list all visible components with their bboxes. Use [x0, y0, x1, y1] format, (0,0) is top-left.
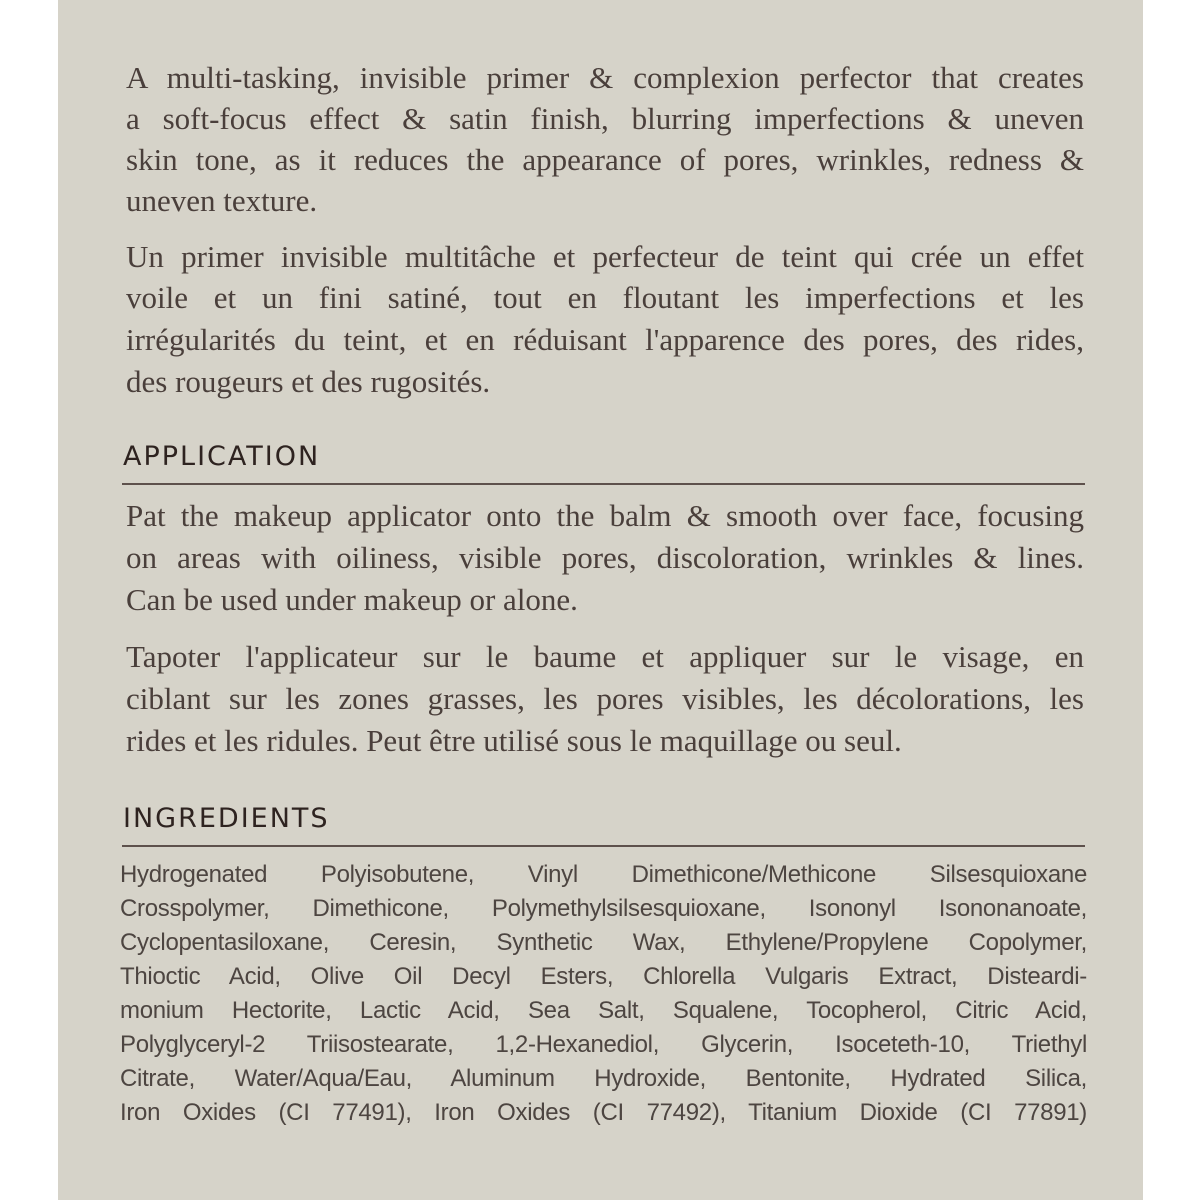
text-line: ciblant sur les zones grasses, les pores visibles, les décolorations, les — [126, 681, 1084, 716]
ingredients-heading: INGREDIENTS — [123, 803, 330, 834]
text-line: Tapoter l'applicateur sur le baume et appliquer sur le visage, en — [126, 639, 1084, 674]
ingredients-line: Polyglyceryl-2 Triisostearate, 1,2-Hexanediol, Glycerin, Isoceteth-10, Triethyl — [120, 1031, 1087, 1058]
text-line: on areas with oiliness, visible pores, discoloration, wrinkles & lines. — [126, 540, 1084, 575]
ingredients-line: Crosspolymer, Dimethicone, Polymethylsilsesquioxane, Isononyl Isononanoate, — [120, 895, 1087, 922]
text-line: rides et les ridules. Peut être utilisé sous le maquillage ou seul. — [126, 723, 902, 758]
divider — [122, 845, 1085, 847]
text-line: Un primer invisible multitâche et perfecteur de teint qui crée un effet — [126, 239, 1084, 274]
text-line: des rougeurs et des rugosités. — [126, 364, 491, 399]
ingredients-line: Cyclopentasiloxane, Ceresin, Synthetic Wax, Ethylene/Propylene Copolymer, — [120, 929, 1087, 956]
ingredients-line: Iron Oxides (CI 77491), Iron Oxides (CI 77492), Titanium Dioxide (CI 77891) — [120, 1099, 1087, 1126]
text-line: uneven texture. — [126, 183, 318, 218]
divider — [122, 483, 1085, 485]
text-line: Can be used under makeup or alone. — [126, 582, 578, 617]
text-line: A multi-tasking, invisible primer & complexion perfector that creates — [126, 60, 1084, 95]
ingredients-line: Citrate, Water/Aqua/Eau, Aluminum Hydroxide, Bentonite, Hydrated Silica, — [120, 1065, 1087, 1092]
application-heading: APPLICATION — [123, 441, 321, 472]
text-line: a soft-focus effect & satin finish, blurring imperfections & uneven — [126, 101, 1084, 136]
text-line: voile et un fini satiné, tout en floutant les imperfections et les — [126, 280, 1084, 315]
ingredients-line: Hydrogenated Polyisobutene, Vinyl Dimethicone/Methicone Silsesquioxane — [120, 861, 1087, 888]
ingredients-line: Thioctic Acid, Olive Oil Decyl Esters, Chlorella Vulgaris Extract, Disteardi- — [120, 963, 1087, 990]
text-line: skin tone, as it reduces the appearance of pores, wrinkles, redness & — [126, 142, 1084, 177]
text-line: irrégularités du teint, et en réduisant l'apparence des pores, des rides, — [126, 322, 1084, 357]
text-line: Pat the makeup applicator onto the balm & smooth over face, focusing — [126, 498, 1084, 533]
ingredients-line: monium Hectorite, Lactic Acid, Sea Salt, Squalene, Tocopherol, Citric Acid, — [120, 997, 1087, 1024]
